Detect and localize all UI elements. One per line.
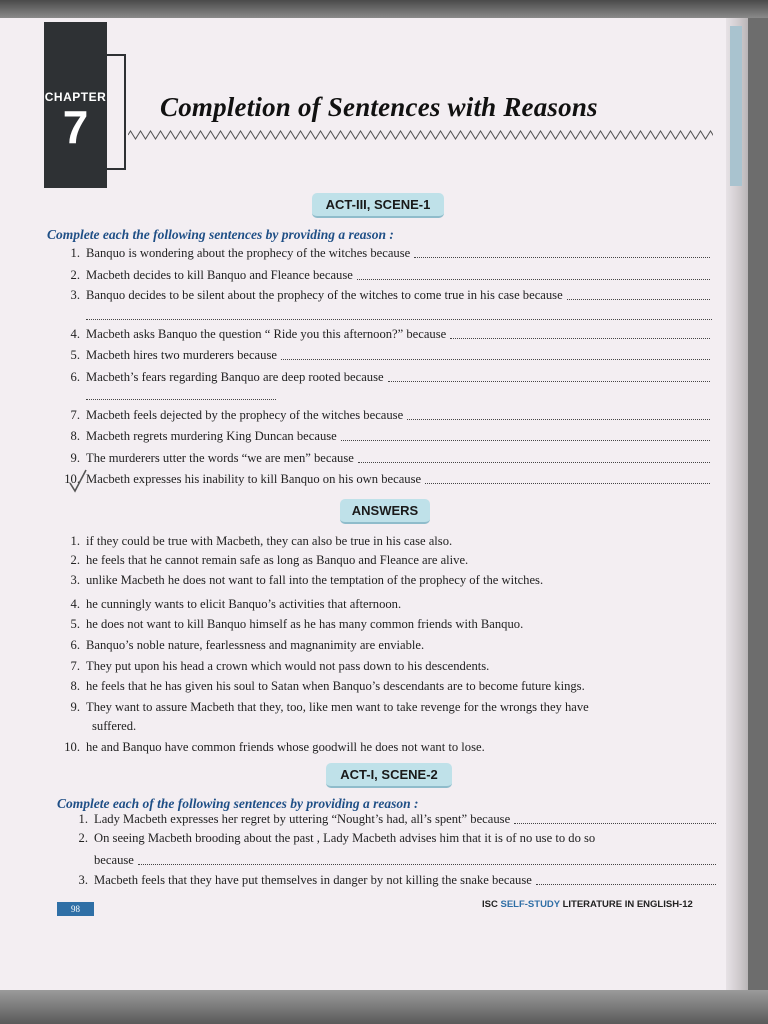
chapter-title: Completion of Sentences with Reasons (160, 92, 598, 122)
section2-question-1 (64, 812, 510, 827)
section1-answer-blank-8 (341, 439, 710, 441)
footer-series-title (482, 899, 693, 910)
section1-question-10-number: 10. (64, 472, 80, 486)
section1-continuation-blank-2 (86, 398, 276, 400)
answer-item-4-text: he cunningly wants to elicit Banquo’s activities that afternoon. (86, 597, 402, 611)
scan-bottom-border (0, 990, 768, 1024)
section2-answer-blank-4 (536, 883, 716, 885)
section2-question-3-text: because (94, 853, 134, 867)
section1-question-9-text: The murderers utter the words “we are men” because (86, 451, 354, 465)
answer-item-9-text: They want to assure Macbeth that they, too, like men want to take revenge for the wrongs they have (86, 700, 589, 714)
section1-question-1-number: 1. (70, 246, 80, 260)
section1-question-8-text: Macbeth regrets murdering King Duncan because (86, 429, 337, 443)
answer-item-11 (56, 740, 485, 755)
section1-question-5-text: Macbeth hires two murderers because (86, 348, 277, 362)
answer-item-3-number: 3. (70, 573, 80, 587)
scan-top-border (0, 0, 768, 18)
answer-item-10 (62, 719, 136, 734)
section2-question-1-number: 1. (78, 812, 88, 826)
answer-item-7 (56, 659, 489, 674)
section1-answer-blank-3 (567, 298, 710, 300)
section1-question-7-text: Macbeth feels dejected by the prophecy of the witches because (86, 408, 404, 422)
answer-item-2-text: he feels that he cannot remain safe as long as Banquo and Fleance are alive. (86, 553, 469, 567)
answer-item-3-text: unlike Macbeth he does not want to fall into the temptation of the prophecy of the witches. (86, 573, 544, 587)
answer-item-11-number: 10. (64, 740, 80, 754)
answer-item-6-number: 6. (70, 638, 80, 652)
section2-question-2 (64, 831, 595, 846)
answer-item-5 (56, 617, 523, 632)
title-zigzag-rule (128, 130, 713, 140)
answer-item-3 (56, 573, 543, 588)
section1-question-3 (56, 288, 563, 303)
answer-item-5-text: he does not want to kill Banquo himself as he has many common friends with Banquo. (86, 617, 524, 631)
section1-answer-blank-2 (357, 278, 710, 280)
spine-tab (730, 26, 742, 186)
answer-item-2-number: 2. (70, 553, 80, 567)
section-heading-answers: ANSWERS (340, 499, 430, 524)
section1-question-7-number: 7. (70, 408, 80, 422)
section1-question-7 (56, 408, 403, 423)
section1-question-10-text: Macbeth expresses his inability to kill Banquo on his own because (86, 472, 422, 486)
section2-instruction: Complete each of the following sentences by providing a reason : (57, 796, 419, 811)
section2-question-4-number: 3. (78, 873, 88, 887)
answer-item-8 (56, 679, 585, 694)
section1-answer-blank-7 (407, 418, 710, 420)
section1-answer-blank-6 (388, 380, 710, 382)
section1-question-2-text: Macbeth decides to kill Banquo and Fleance because (86, 268, 353, 282)
answer-item-11-text: he and Banquo have common friends whose goodwill he does not want to lose. (86, 740, 485, 754)
section2-question-2-number: 2. (78, 831, 88, 845)
section1-question-1 (56, 246, 410, 261)
section2-question-2-text: On seeing Macbeth brooding about the past , Lady Macbeth advises him that it is of no use to do so (94, 831, 596, 845)
section2-question-1-text: Lady Macbeth expresses her regret by uttering “Nought’s had, all’s spent” because (94, 812, 511, 826)
footer-suffix: LITERATURE IN ENGLISH-12 (559, 899, 693, 910)
answer-item-8-number: 8. (70, 679, 80, 693)
section1-question-1-text: Banquo is wondering about the prophecy of the witches because (86, 246, 411, 260)
answer-item-9-number: 9. (70, 700, 80, 714)
section1-question-3-text: Banquo decides to be silent about the prophecy of the witches to come true in his case because (86, 288, 563, 302)
answer-item-10-text: suffered. (92, 719, 137, 733)
page-spine-edge (726, 18, 748, 993)
page-number: 98 (57, 902, 94, 916)
answer-item-4 (56, 597, 401, 612)
answer-item-8-text: he feels that he has given his soul to Satan when Banquo’s descendants are to become future kings. (86, 679, 585, 693)
section1-answer-blank-4 (450, 337, 710, 339)
chapter-label: CHAPTER (44, 90, 107, 104)
section1-question-2 (56, 268, 353, 283)
section1-question-8 (56, 429, 337, 444)
section1-question-10 (56, 472, 421, 487)
section2-question-4-text: Macbeth feels that they have put themselves in danger by not killing the snake because (94, 873, 532, 887)
answer-item-2 (56, 553, 468, 568)
section1-continuation-blank-1 (86, 318, 712, 320)
section-heading-act3-scene1: ACT-III, SCENE-1 (312, 193, 444, 218)
section1-question-6 (56, 370, 384, 385)
section2-answer-blank-1 (514, 822, 716, 824)
section1-answer-blank-10 (425, 482, 710, 484)
section1-question-3-number: 3. (70, 288, 80, 302)
section1-instruction: Complete each the following sentences by providing a reason : (47, 227, 394, 242)
section1-question-6-number: 6. (70, 370, 80, 384)
answer-item-7-text: They put upon his head a crown which would not pass down to his descendents. (86, 659, 490, 673)
chapter-number: 7 (62, 101, 89, 153)
answer-item-6 (56, 638, 424, 653)
section2-question-4 (64, 873, 532, 888)
section2-question-3 (64, 853, 134, 868)
chapter-badge (44, 22, 107, 188)
answer-item-6-text: Banquo’s noble nature, fearlessness and magnanimity are enviable. (86, 638, 425, 652)
section1-question-9 (56, 451, 354, 466)
section1-question-4 (56, 327, 446, 342)
section1-question-6-text: Macbeth’s fears regarding Banquo are deep rooted because (86, 370, 384, 384)
section1-question-8-number: 8. (70, 429, 80, 443)
section1-question-4-text: Macbeth asks Banquo the question “ Ride you this afternoon?” because (86, 327, 447, 341)
answer-item-9 (56, 700, 589, 715)
section-heading-act1-scene2: ACT-I, SCENE-2 (326, 763, 452, 788)
section1-question-5-number: 5. (70, 348, 80, 362)
answer-item-7-number: 7. (70, 659, 80, 673)
section1-question-5 (56, 348, 277, 363)
footer-prefix: ISC (482, 899, 501, 910)
answer-item-1 (56, 534, 452, 549)
section1-question-9-number: 9. (70, 451, 80, 465)
footer-accent: SELF-STUDY (500, 899, 560, 910)
section1-question-4-number: 4. (70, 327, 80, 341)
answer-item-1-number: 1. (70, 534, 80, 548)
section1-answer-blank-1 (414, 256, 710, 258)
handwritten-tick-mark (68, 468, 88, 494)
answer-item-1-text: if they could be true with Macbeth, they can also be true in his case also. (86, 534, 453, 548)
section1-answer-blank-5 (281, 358, 710, 360)
answer-item-4-number: 4. (70, 597, 80, 611)
section1-answer-blank-9 (358, 461, 710, 463)
section2-answer-blank-2 (138, 863, 226, 865)
answer-item-5-number: 5. (70, 617, 80, 631)
chapter-bracket-decoration (107, 54, 126, 170)
section1-question-2-number: 2. (70, 268, 80, 282)
